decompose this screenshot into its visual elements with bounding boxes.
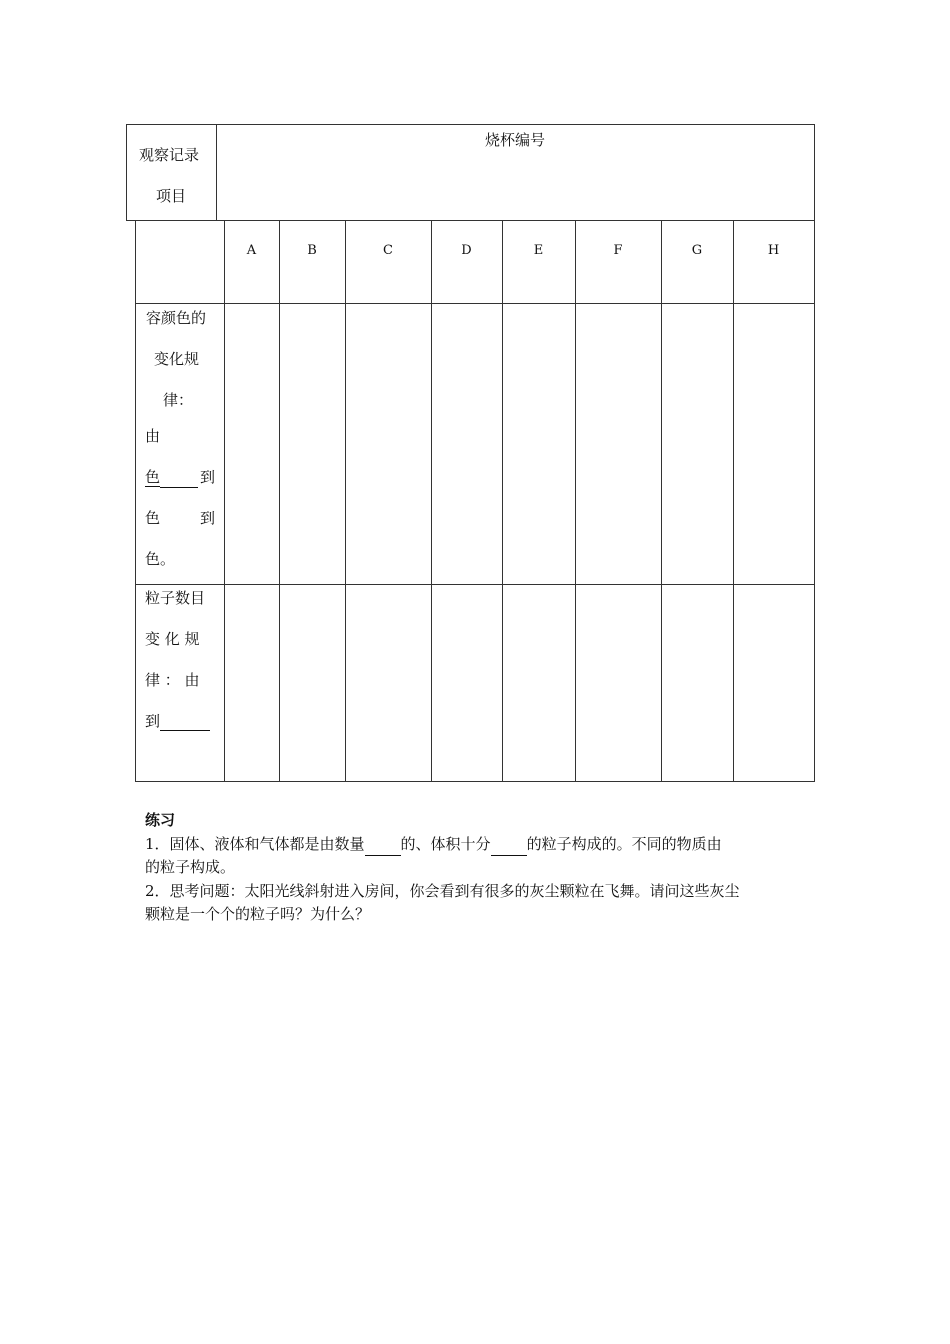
- exercise-title: 练习: [145, 811, 176, 829]
- exercise-section: [145, 809, 810, 927]
- q1-part3: 的粒子构成的。不同的物质由: [526, 834, 722, 853]
- column-label-c: C: [383, 243, 393, 258]
- question-1-line1: [145, 833, 810, 857]
- q1-blank-1: [365, 839, 401, 856]
- question-1-line2: 的粒子构成。: [145, 858, 236, 876]
- table-border-left-body: [135, 220, 136, 782]
- row2-line3: 律 ： 由: [145, 671, 200, 689]
- row1-line5-right: 到: [200, 468, 216, 486]
- col-divider: [733, 220, 734, 782]
- question-2-line1: 2．思考问题：太阳光线斜射进入房间，你会看到有很多的灰尘颗粒在飞舞。请问这些灰尘: [145, 881, 740, 900]
- table-border-top: [126, 124, 815, 125]
- col-divider: [575, 220, 576, 782]
- header-title: 烧杯编号: [484, 131, 545, 149]
- row2-line4: [145, 711, 210, 731]
- table-border-left-header: [126, 124, 127, 221]
- col-divider: [431, 220, 432, 782]
- row1-line7: 色。: [145, 550, 176, 568]
- col-divider: [224, 220, 225, 782]
- row1-line3: 律：: [163, 391, 194, 409]
- row1-line4: 由: [145, 427, 161, 445]
- col-divider: [279, 220, 280, 782]
- col-divider: [345, 220, 346, 782]
- row2-line1: 粒子数目: [145, 589, 206, 607]
- column-label-h: H: [767, 243, 780, 258]
- row2-to-label: 到: [145, 712, 161, 730]
- col-divider: [661, 220, 662, 782]
- row-divider: [135, 584, 815, 585]
- table-header-bottom: [126, 220, 815, 221]
- row-divider: [135, 303, 815, 304]
- table-border-right: [814, 124, 815, 782]
- column-label-e: E: [533, 243, 544, 258]
- column-label-f: F: [613, 243, 623, 258]
- row1-blank: [160, 471, 198, 488]
- row1-color-underlined: 色: [145, 468, 161, 486]
- row1-line5-left: [145, 467, 198, 488]
- row2-blank: [160, 714, 210, 731]
- column-label-b: B: [307, 243, 317, 258]
- column-label-g: G: [691, 243, 703, 258]
- row1-line1: 容颜色的: [146, 309, 207, 327]
- row1-line6-left: 色: [145, 509, 161, 527]
- row1-line6-right: 到: [200, 509, 216, 527]
- q1-part1: 1．固体、液体和气体都是由数量: [145, 834, 365, 853]
- row1-line2: 变化规: [154, 350, 200, 368]
- question-2-line2: 颗粒是一个个的粒子吗？为什么？: [145, 905, 371, 923]
- row2-line2: 变 化 规: [145, 630, 200, 648]
- q1-blank-2: [491, 839, 527, 856]
- table-border-bottom: [135, 781, 815, 782]
- column-label-d: D: [461, 243, 472, 258]
- q1-part2: 的、体积十分: [400, 834, 491, 853]
- column-label-a: A: [246, 243, 257, 258]
- header-left-line2: 项目: [156, 187, 187, 205]
- header-left-line1: 观察记录: [139, 146, 200, 164]
- col-divider: [502, 220, 503, 782]
